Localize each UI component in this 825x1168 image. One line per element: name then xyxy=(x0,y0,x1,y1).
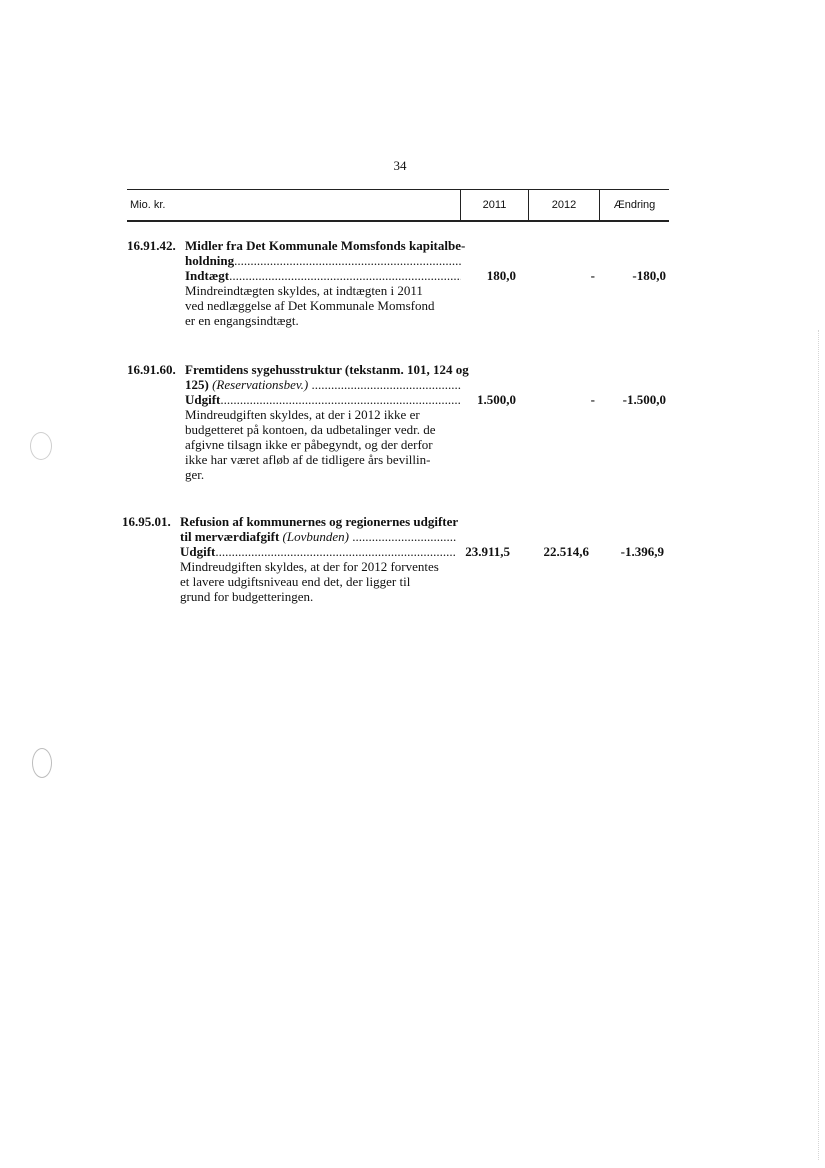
account-number: 16.91.42. xyxy=(127,238,176,253)
entry-title-continuation: holdning ..... xyxy=(185,253,461,269)
entry-type: Udgift xyxy=(180,544,216,559)
entry-type-row xyxy=(180,544,456,560)
explanation-line: afgivne tilsagn ikke er påbegyndt, og der derfor xyxy=(185,437,433,452)
unit-label: Mio. kr. xyxy=(130,199,166,211)
value-2012: - xyxy=(590,392,595,407)
value-change: -180,0 xyxy=(632,268,666,283)
explanation-line: Mindreudgiften skyldes, at der i 2012 ikke er xyxy=(185,407,420,422)
column-header-change: Ændring xyxy=(613,199,656,211)
explanation-line: ikke har været afløb af de tidligere års bevillin- xyxy=(185,452,431,467)
entry-title: Fremtidens sygehusstruktur (tekstanm. 101, 124 og xyxy=(185,362,469,377)
value-2012: 22.514,6 xyxy=(543,544,589,559)
punch-hole-mark xyxy=(30,432,52,460)
value-2011: 23.911,5 xyxy=(465,544,510,559)
explanation-line: ved nedlæggelse af Det Kommunale Momsfond xyxy=(185,298,435,313)
value-change: -1.396,9 xyxy=(620,544,664,559)
entry-type: Udgift xyxy=(185,392,221,407)
table-header xyxy=(127,189,669,222)
entry-title: Midler fra Det Kommunale Momsfonds kapitalbe- xyxy=(185,238,466,253)
value-change: -1.500,0 xyxy=(622,392,666,407)
entry-type: Indtægt xyxy=(185,268,230,283)
explanation-line: ger. xyxy=(185,467,205,482)
value-2012: - xyxy=(590,268,595,283)
explanation-line: et lavere udgiftsniveau end det, der ligger til xyxy=(180,574,411,589)
explanation-line: Mindreudgiften skyldes, at der for 2012 forventes xyxy=(180,559,439,574)
entry-title-continuation: til merværdiafgift (Lovbunden) ..... xyxy=(180,529,456,545)
entry-title-continuation: 125) (Reservationsbev.) ..... xyxy=(185,377,461,393)
scan-margin-line xyxy=(818,330,819,1160)
explanation-line: er en engangsindtægt. xyxy=(185,313,299,328)
appropriation-note: (Lovbunden) xyxy=(282,529,349,544)
entry-type-row xyxy=(185,392,461,408)
appropriation-note: (Reservationsbev.) xyxy=(212,377,309,392)
explanation-line: Mindreindtægten skyldes, at indtægten i 2011 xyxy=(185,283,423,298)
explanation-line: grund for budgetteringen. xyxy=(180,589,314,604)
column-header-2012: 2012 xyxy=(551,199,577,211)
page-number: 34 xyxy=(393,158,407,173)
entry-title: Refusion af kommunernes og regionernes udgifter xyxy=(180,514,459,529)
punch-hole-mark xyxy=(32,748,52,778)
value-2011: 1.500,0 xyxy=(477,392,516,407)
account-number: 16.91.60. xyxy=(127,362,176,377)
explanation-line: budgetteret på kontoen, da udbetalinger vedr. de xyxy=(185,422,436,437)
column-header-2011: 2011 xyxy=(482,199,507,211)
value-2011: 180,0 xyxy=(486,268,516,283)
account-number: 16.95.01. xyxy=(122,514,171,529)
entry-type-row xyxy=(185,268,461,284)
